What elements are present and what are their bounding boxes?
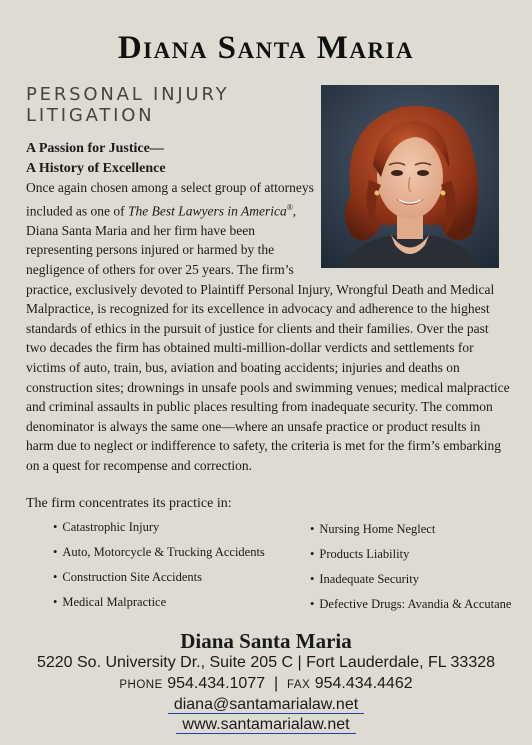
article-text-italic: The Best Lawyers in America: [127, 203, 287, 219]
footer-email-row: [0, 696, 532, 714]
fax-label: FAX: [287, 679, 311, 691]
phone-fax-separator: |: [274, 675, 279, 692]
subtitle: PERSONAL INJURY LITIGATION: [26, 84, 230, 126]
list-item: • Construction Site Accidents: [53, 570, 202, 585]
footer-website-row: [0, 716, 532, 734]
article-heading-line2: A History of Excellence: [26, 160, 166, 176]
list-item: • Nursing Home Neglect: [310, 522, 435, 537]
email-link[interactable]: diana@santamarialaw.net: [168, 696, 364, 714]
website-link[interactable]: www.santamarialaw.net: [176, 716, 355, 734]
phone-number: 954.434.1077: [167, 675, 266, 692]
footer-name: Diana Santa Maria: [180, 629, 352, 653]
list-item: • Inadequate Security: [310, 572, 419, 587]
article-text-part2: , Diana Santa Maria and her firm have been representing persons injured or harmed by the negligence of others for over 25 years. The firm’s practice, exclusively devoted to Plaintiff Personal Injury, Wrongful Death and Medical Malpractice, is recognized for its excellence in advocacy and adherence to the highest standards of ethics in the pursuit of justice for clients and their families. Over the past two decades the firm has obtained multi-million-dollar verdicts and settlements for victims of auto, train, bus, aviation and boating accidents; injuries and deaths on construction sites; drownings in unsafe pools and swimming venues; medical malpractice and criminal assaults in public places resulting from inadequate security. The common denominator is always the same one—where an unsafe practice or product results in harm due to neglect or indifference to safety, the criteria is met for the firm’s embarking on a quest for recompense and correction.: [26, 203, 510, 473]
list-item: • Defective Drugs: Avandia & Accutane: [310, 597, 511, 612]
article-heading-line1: A Passion for Justice—: [26, 141, 164, 156]
article-body: [26, 139, 511, 476]
list-item: • Medical Malpractice: [53, 595, 166, 610]
list-item: • Products Liability: [310, 547, 409, 562]
footer-address: 5220 So. University Dr., Suite 205 C | Fort Lauderdale, FL 33328: [36, 654, 496, 671]
phone-label: PHONE: [119, 679, 163, 691]
article-text-part1: Once again chosen among a select group of attorneys included as one of: [26, 180, 314, 219]
concentrates-intro: The firm concentrates its practice in:: [26, 496, 232, 511]
page-title: Diana Santa Maria: [117, 30, 415, 66]
registered-mark: ®: [286, 202, 293, 212]
photo-wrap-spacer: [321, 139, 511, 271]
list-item: • Auto, Motorcycle & Trucking Accidents: [53, 545, 265, 560]
footer-phones: [0, 675, 532, 693]
list-item: • Catastrophic Injury: [53, 520, 159, 535]
fax-number: 954.434.4462: [314, 675, 413, 692]
